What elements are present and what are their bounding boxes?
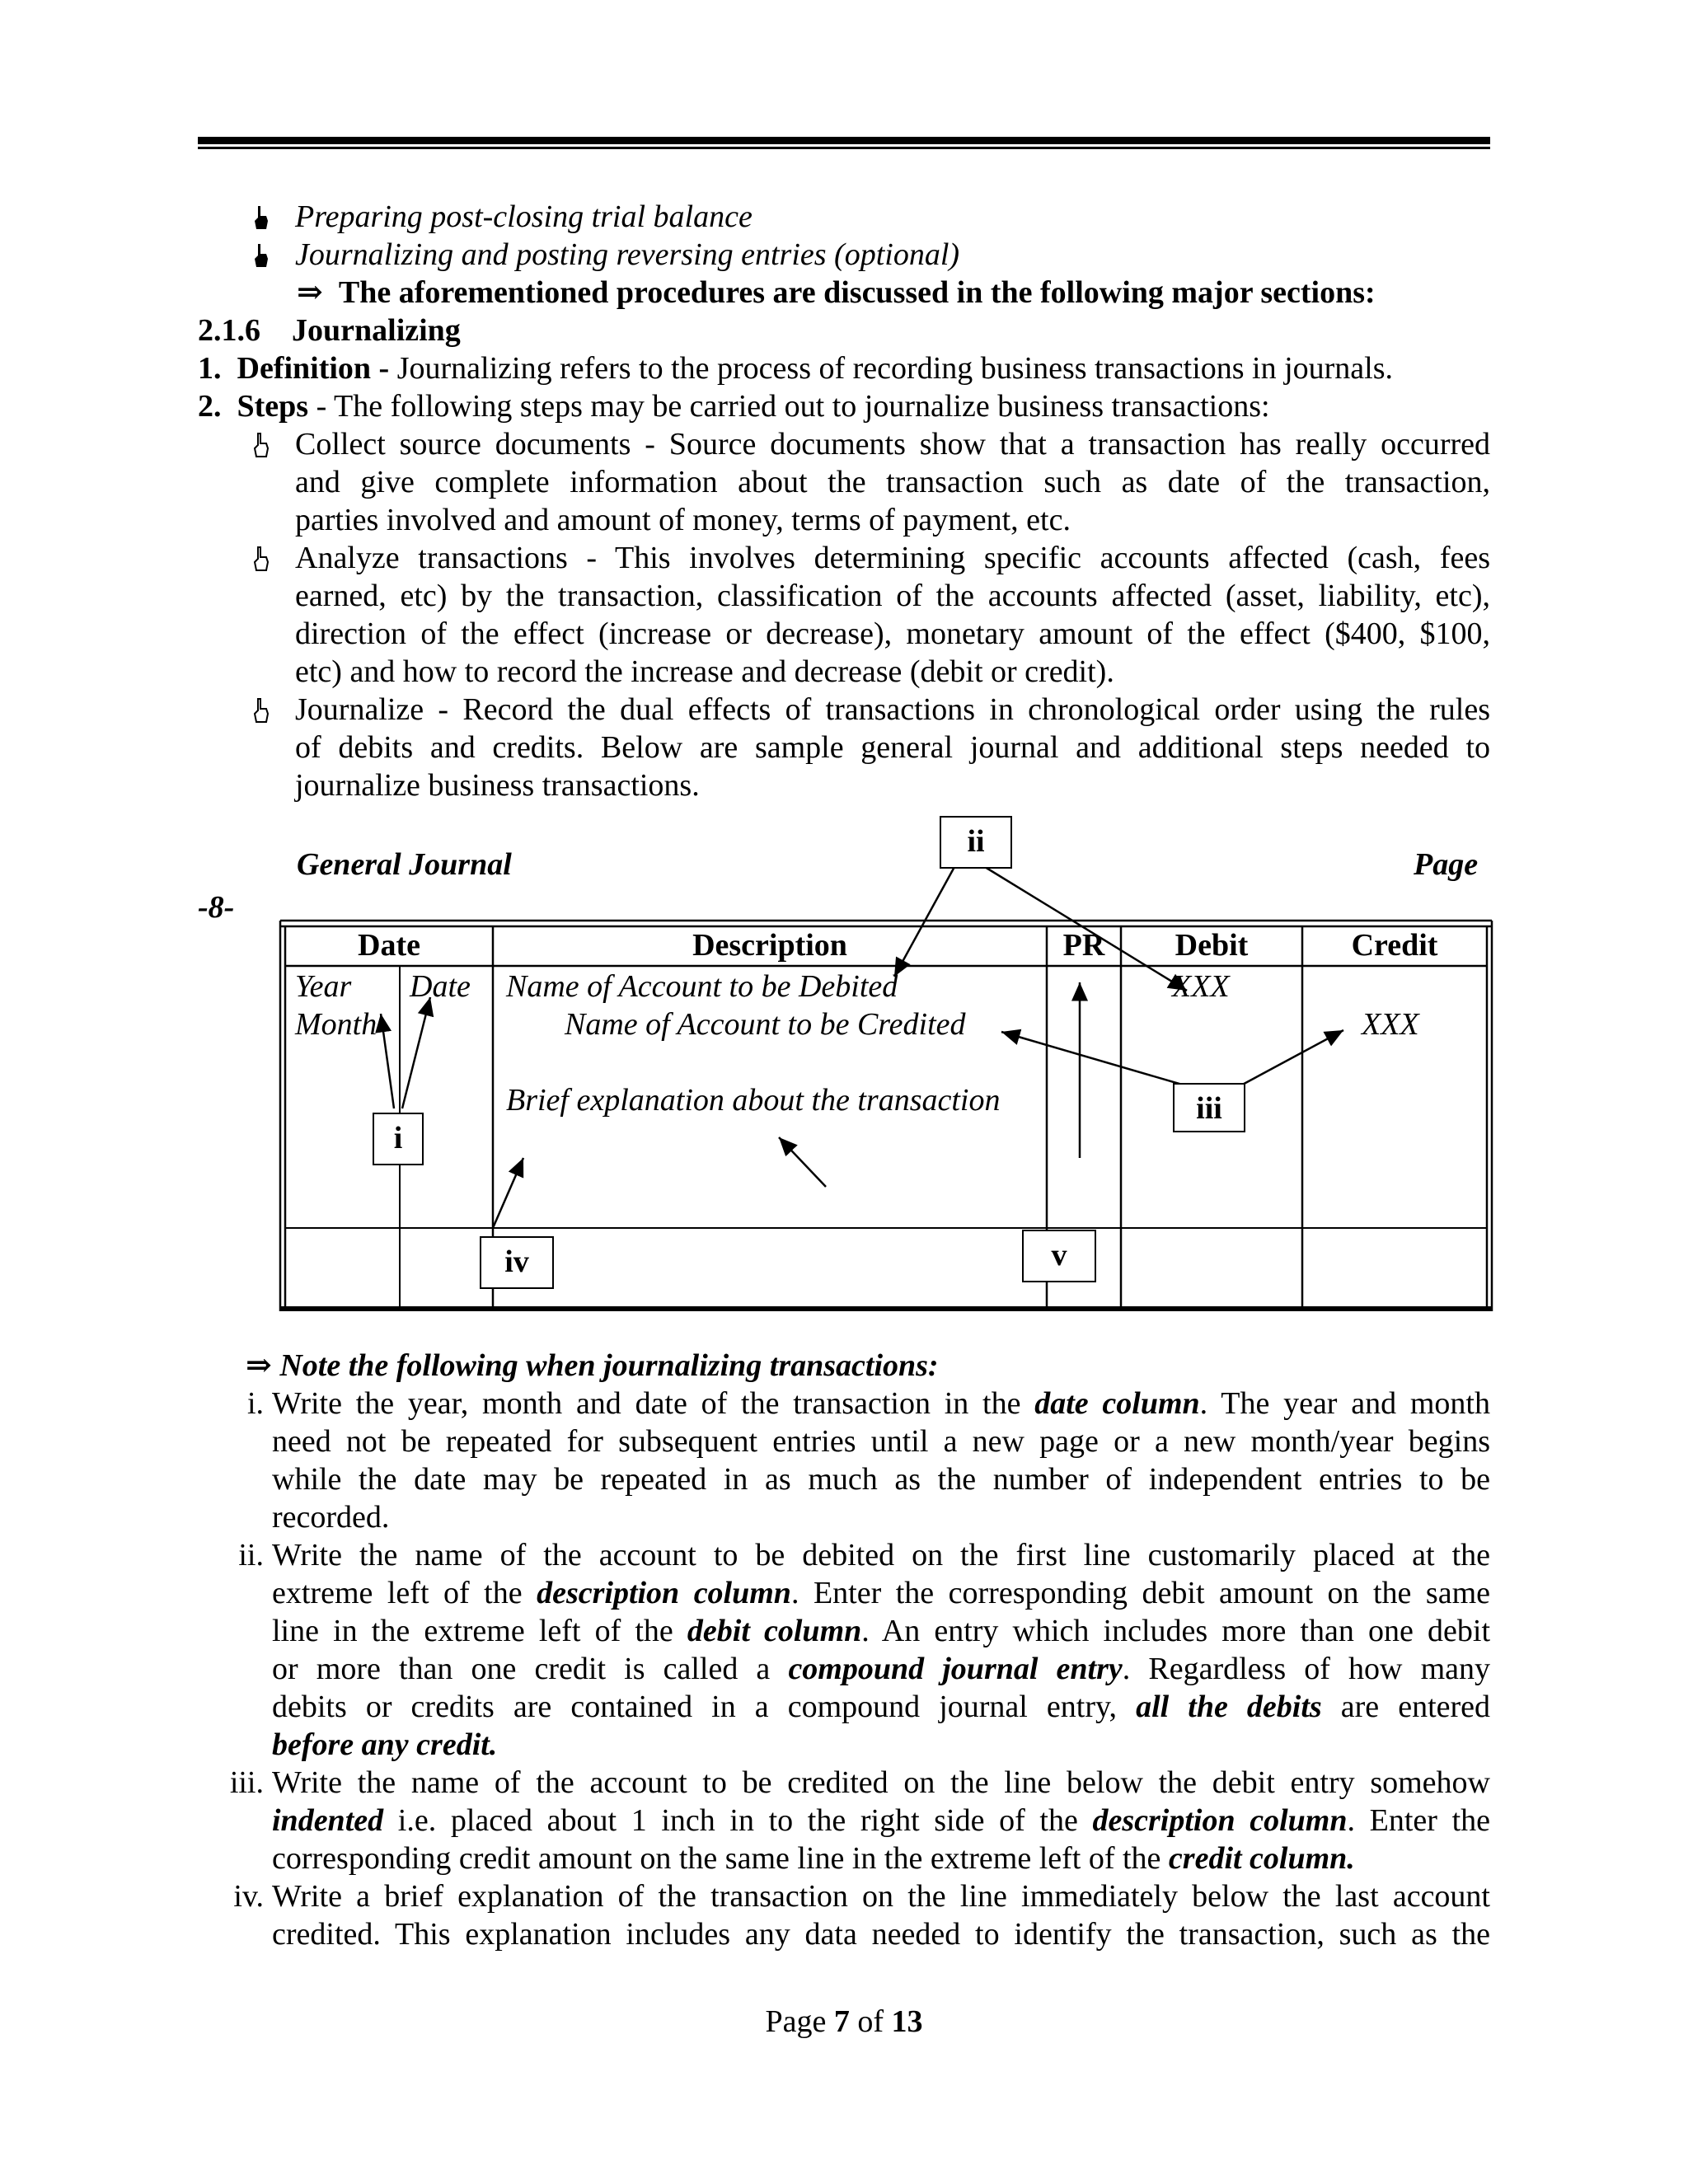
cell-debit-account: Name of Account to be Debited [506,969,898,1004]
page-footer [0,2003,1688,2041]
note-i-line1: Write the year, month and date of the transaction in the date column. The year and month [272,1386,1490,1421]
label-box-ii: ii [940,816,1012,869]
note-iii-line2: indented i.e. placed about 1 inch in to the right side of the description column. Enter the [272,1803,1490,1838]
def-num: 1. [198,351,222,386]
label-box-iv: iv [480,1236,554,1289]
note-i-line4: recorded. [272,1500,390,1535]
note-i-line2: need not be repeated for subsequent entries until a new page or a new month/year begins [272,1424,1490,1459]
note-iv-line2: credited. This explanation includes any data needed to identify the transaction, such as the [272,1917,1490,1952]
cell-date: Date [410,969,471,1004]
section-number: 2.1.6 [198,313,260,348]
step3-line1: Journalize - Record the dual effects of transactions in chronological order using the rules [295,692,1490,727]
step3-line2: of debits and credits. Below are sample general journal and additional steps needed to [295,730,1490,765]
def-label: Definition - [237,351,390,386]
journal-title: General Journal [297,847,512,882]
step1-line2: and give complete information about the transaction such as date of the transaction, [295,465,1490,499]
side-page-number: -8- [198,890,235,925]
note-ii-line1: Write the name of the account to be debited on the first line customarily placed at the [272,1538,1490,1572]
footer-total-pages: 13 [891,2004,923,2039]
journal-page-label: Page [1414,847,1479,882]
label-box-v: v [1022,1230,1096,1282]
cell-credit-amount: XXX [1362,1007,1419,1042]
note-iv-line1: Write a brief explanation of the transaction on the line immediately below the last account [272,1879,1490,1914]
double-arrow-icon: ⇒ [246,1348,272,1383]
bullet-reversing: Journalizing and posting reversing entries (optional) [295,237,960,272]
note-ii-line4: or more than one credit is called a compound journal entry. Regardless of how many [272,1652,1491,1686]
col-header-debit: Debit [1175,928,1249,963]
note-num-i: i. [246,1386,264,1421]
step2-line2: earned, etc) by the transaction, classification of the accounts affected (asset, liability, etc), [295,579,1490,613]
label-box-iii: iii [1173,1083,1245,1132]
cell-credit-account: Name of Account to be Credited [565,1007,966,1042]
note-heading [246,1347,939,1385]
step2-line1: Analyze transactions - This involves determining specific accounts affected (cash, fees [295,541,1490,575]
col-header-pr: PR [1062,928,1105,963]
note-ii-line6: before any credit. [272,1727,498,1762]
section-title: Journalizing [292,313,461,348]
note-heading-text: Note the following when journalizing transactions: [279,1348,939,1383]
bullet-post-closing: Preparing post-closing trial balance [295,199,753,234]
col-header-description: Description [692,928,847,963]
note-i-line3: while the date may be repeated in as much as the number of independent entries to be [272,1462,1490,1497]
steps-label: Steps [237,389,309,424]
cell-year: Year [295,969,352,1004]
col-header-date: Date [358,928,420,963]
double-arrow-icon: ⇒ [297,275,323,310]
footer-current-page: 7 [833,2004,850,2039]
note-ii-line2: extreme left of the description column. Enter the corresponding debit amount on the same [272,1576,1490,1610]
step1-line1: Collect source documents - Source documents show that a transaction has really occurred [295,427,1490,462]
note-ii-line3: line in the extreme left of the debit column. An entry which includes more than one debit [272,1614,1491,1648]
cell-debit-amount: XXX [1172,969,1230,1004]
step3-line3: journalize business transactions. [295,768,700,803]
step2-line4: etc) and how to record the increase and decrease (debit or credit). [295,654,1114,689]
aforementioned-text: The aforementioned procedures are discussed in the following major sections: [338,275,1376,310]
def-text: Journalizing refers to the process of recording business transactions in journals. [396,351,1394,386]
note-iii-line3: corresponding credit amount on the same line in the extreme left of the credit column. [272,1841,1355,1876]
note-num-ii: ii. [238,1538,264,1572]
footer-prefix: Page [765,2004,827,2039]
col-header-credit: Credit [1351,928,1438,963]
note-num-iii: iii. [229,1765,264,1800]
cell-month: Month [295,1007,377,1042]
cell-explanation: Brief explanation about the transaction [506,1083,1001,1118]
step1-line3: parties involved and amount of money, terms of payment, etc. [295,503,1071,537]
note-iii-line1: Write the name of the account to be credited on the line below the debit entry somehow [272,1765,1490,1800]
note-num-iv: iv. [233,1879,264,1914]
footer-of: of [857,2004,884,2039]
step2-line3: direction of the effect (increase or decrease), monetary amount of the effect ($400, $100, [295,616,1490,651]
note-ii-line5: debits or credits are contained in a compound journal entry, all the debits are entered [272,1690,1491,1724]
steps-num: 2. [198,389,222,424]
label-box-i: i [373,1113,424,1165]
steps-text: - The following steps may be carried out to journalize business transactions: [316,389,1270,424]
